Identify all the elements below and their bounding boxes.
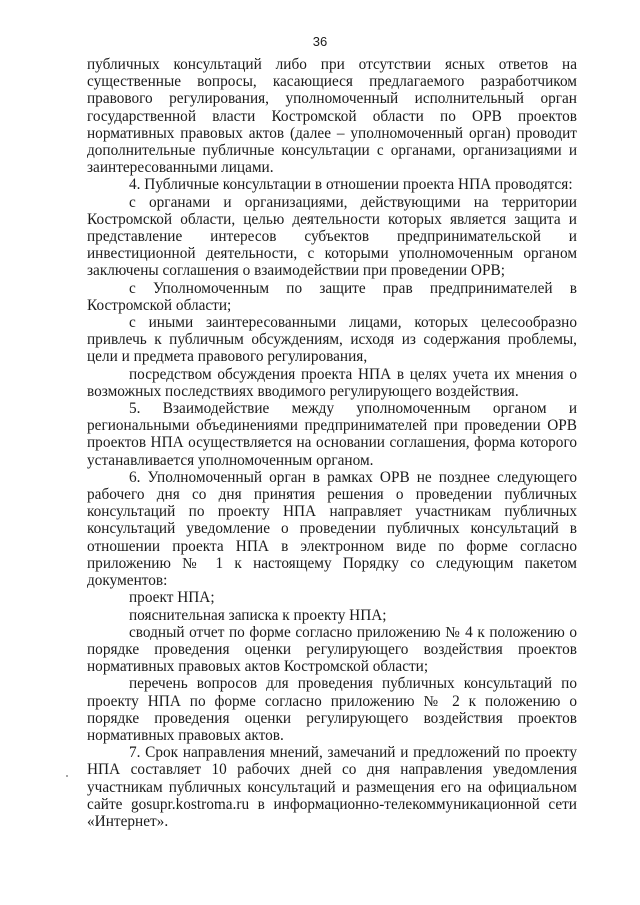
paragraph-item-4: 4. Публичные консультации в отношении проекта НПА проводятся:: [129, 176, 573, 194]
document-body: [87, 56, 577, 830]
paragraph-other-parties: с иными заинтересованными лицами, которых целесообразно привлечь к публичным обсуждениям, исходя из содержания проблемы, цели и предмета правового регулирования,: [87, 314, 577, 366]
paragraph-ombudsman: с Уполномоченным по защите прав предпринимателей в Костромской области;: [87, 279, 577, 314]
paragraph-discussion: посредством обсуждения проекта НПА в целях учета их мнения о возможных последствиях вводимого регулирующего воздействия.: [87, 365, 577, 400]
paragraph-item-7: 7. Срок направления мнений, замечаний и предложений по проекту НПА составляет 10 рабочих дней со дня направления уведомления участникам публичных консультаций и размещения его на официальном сайте gosupr.kostroma.ru в информационно-телекоммуникационной сети «Интернет».: [87, 744, 577, 830]
list-item-draft: проект НПА;: [129, 589, 215, 607]
list-item-explanatory-note: пояснительная записка к проекту НПА;: [129, 606, 387, 624]
page-number: 36: [312, 34, 328, 49]
paragraph-continuation: публичных консультаций либо при отсутствии ясных ответов на существенные вопросы, касающиеся предлагаемого разработчиком правового регулирования, уполномоченный исполнительный орган государственной власти Костромской области по ОРВ проектов нормативных правовых актов (далее – уполномоченный орган) проводит дополнительные публичные консультации с органами, организациями и заинтересованными лицами.: [87, 56, 577, 177]
scan-dot-mark: [66, 775, 68, 777]
paragraph-item-6: 6. Уполномоченный орган в рамках ОРВ не позднее следующего рабочего дня со дня принятия решения о проведении публичных консультаций по проекту НПА направляет участникам публичных консультаций уведомление о проведении публичных консультаций в отношении проекта НПА в электронном виде по форме согласно приложению № 1 к настоящему Порядку со следующим пакетом документов:: [87, 468, 577, 590]
paragraph-organizations: с органами и организациями, действующими на территории Костромской области, целью деятельности которых является защита и представление интересов субъектов предпринимательской и инвестиционной деятельности, с которыми уполномоченным органом заключены соглашения о взаимодействии при проведении ОРВ;: [87, 193, 577, 280]
list-item-questions: перечень вопросов для проведения публичных консультаций по проекту НПА по форме согласно приложению № 2 к положению о порядке проведения оценки регулирующего воздействия проектов нормативных правовых актов.: [87, 675, 577, 744]
list-item-summary-report: сводный отчет по форме согласно приложению № 4 к положению о порядке проведения оценки регулирующего воздействия проектов нормативных правовых актов Костромской области;: [87, 623, 577, 676]
paragraph-item-5: 5. Взаимодействие между уполномоченным органом и региональными объединениями предпринимателей при проведении ОРВ проектов НПА осуществляется на основании соглашения, форма которого устанавливается уполномоченным органом.: [87, 400, 577, 469]
